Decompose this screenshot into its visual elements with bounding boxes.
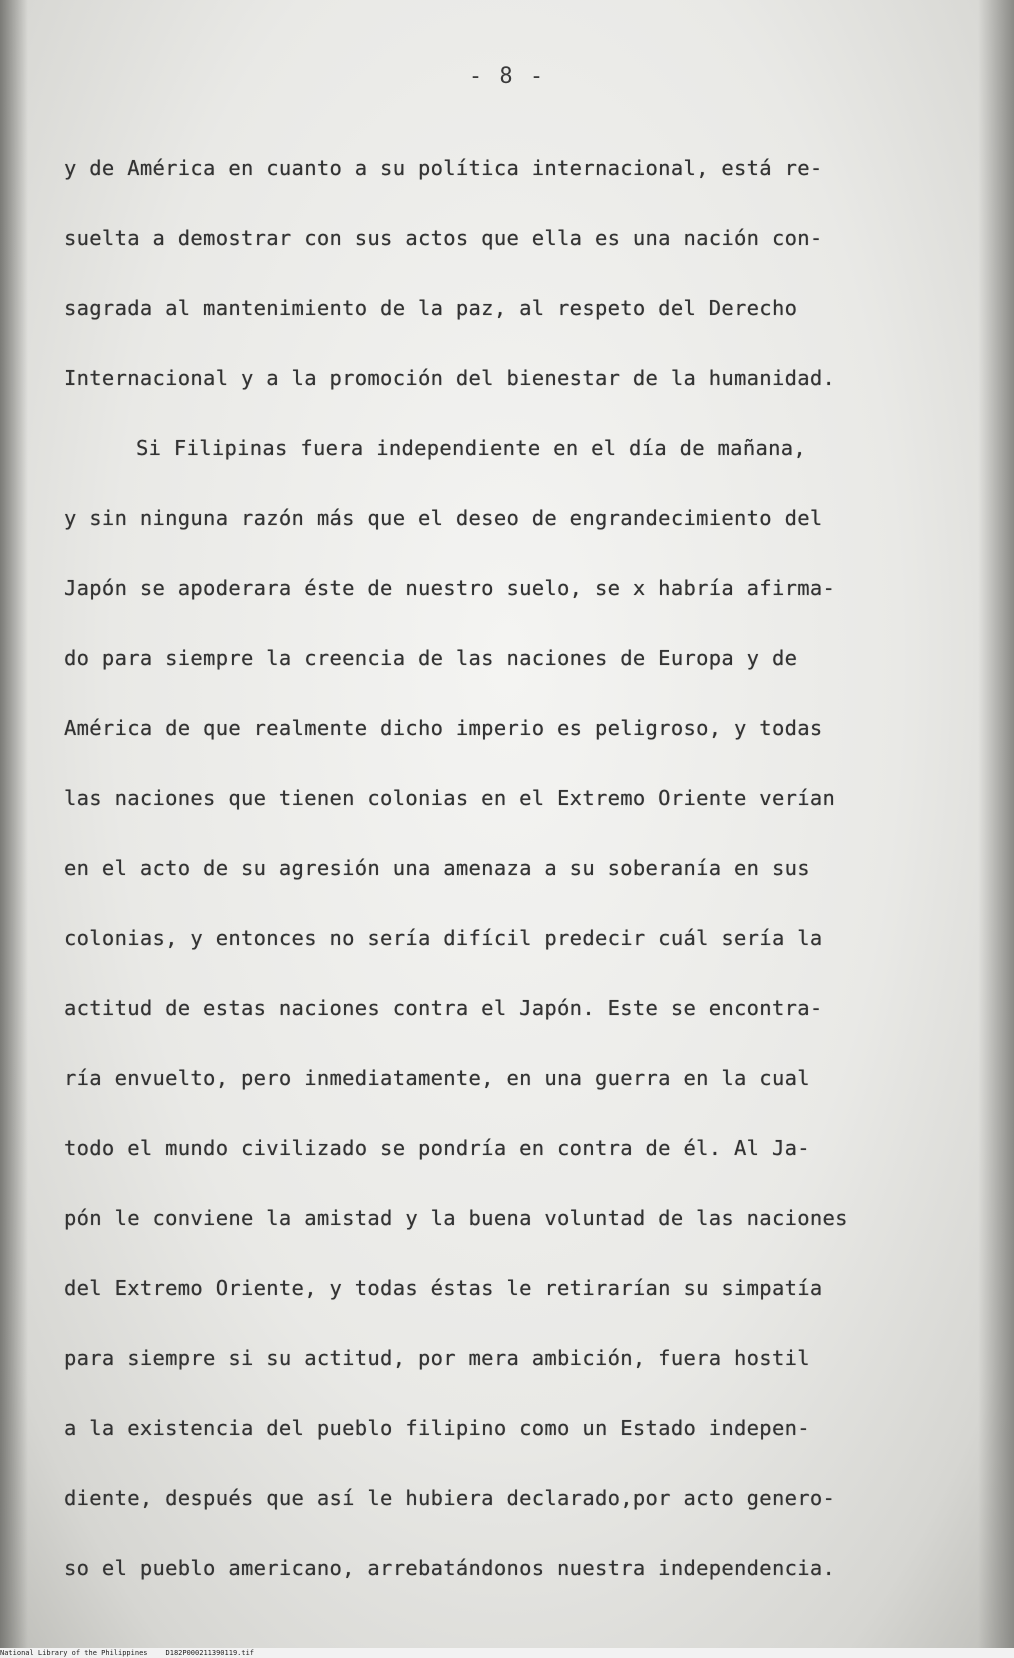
- text-line: sagrada al mantenimiento de la paz, al respeto del Derecho: [64, 296, 798, 320]
- text-line: colonias, y entonces no sería difícil predecir cuál sería la: [64, 926, 823, 950]
- text-line: ría envuelto, pero inmediatamente, en una guerra en la cual: [64, 1066, 810, 1090]
- text-line: y sin ninguna razón más que el deseo de engrandecimiento del: [64, 506, 823, 530]
- text-line: del Extremo Oriente, y todas éstas le retirarían su simpatía: [64, 1276, 823, 1300]
- text-line: a la existencia del pueblo filipino como un Estado indepen-: [64, 1416, 810, 1440]
- text-line: y de América en cuanto a su política internacional, está re-: [64, 156, 823, 180]
- text-line: Japón se apoderara éste de nuestro suelo, se x habría afirma-: [64, 576, 836, 600]
- text-line: so el pueblo americano, arrebatándonos nuestra independencia.: [64, 1556, 836, 1580]
- text-line: suelta a demostrar con sus actos que ella es una nación con-: [64, 226, 823, 250]
- text-line: para siempre si su actitud, por mera ambición, fuera hostil: [64, 1346, 810, 1370]
- text-line: Internacional y a la promoción del bienestar de la humanidad.: [64, 366, 836, 390]
- page-number: - 8 -: [468, 64, 546, 89]
- text-line: las naciones que tienen colonias en el Extremo Oriente verían: [64, 786, 836, 810]
- text-line: diente, después que así le hubiera declarado,por acto genero-: [64, 1486, 836, 1510]
- typewritten-body: [64, 148, 964, 1618]
- scan-footer: [0, 1648, 1014, 1658]
- text-line: América de que realmente dicho imperio es peligroso, y todas: [64, 716, 823, 740]
- text-line: en el acto de su agresión una amenaza a su soberanía en sus: [64, 856, 810, 880]
- footer-source: National Library of the Philippines: [0, 1649, 148, 1657]
- text-line: do para siempre la creencia de las naciones de Europa y de: [64, 646, 798, 670]
- paragraph-2: [64, 428, 964, 1618]
- text-line: Si Filipinas fuera independiente en el día de mañana,: [136, 436, 807, 460]
- text-line: todo el mundo civilizado se pondría en contra de él. Al Ja-: [64, 1136, 810, 1160]
- text-line: pón le conviene la amistad y la buena voluntad de las naciones: [64, 1206, 848, 1230]
- paragraph-1: [64, 148, 964, 428]
- text-line: actitud de estas naciones contra el Japón. Este se encontra-: [64, 996, 823, 1020]
- footer-file: D182P000211390119.tif: [165, 1649, 255, 1657]
